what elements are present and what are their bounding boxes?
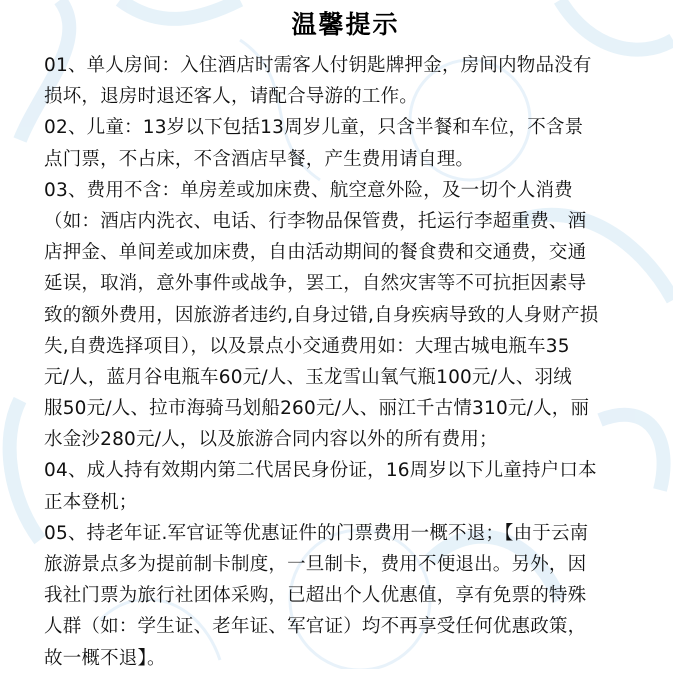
text-line: 故一概不退】。: [44, 647, 166, 669]
page-title: 温馨提示: [291, 10, 400, 39]
text-line: 01、单人房间：入住酒店时需客人付钥匙牌押金，房间内物品没有: [44, 55, 592, 76]
text-line: 05、持老年证.军官证等优惠证件的门票费用一概不退；【由于云南: [44, 522, 589, 544]
text-line: 人群（如：学生证、老年证、军官证）均不再享受任何优惠政策，: [44, 616, 587, 638]
text-line: 损坏，退房时退还客人，请配合导游的工作。: [44, 86, 419, 108]
text-line: 致的额外费用，因旅游者违约,自身过错,自身疾病导致的人身财产损: [44, 304, 599, 326]
text-line: 服50元/人、拉市海骑马划船260元/人、丽江千古情310元/人，丽: [44, 398, 590, 420]
text-line: 延误，取消，意外事件或战争，罢工，自然灾害等不可抗拒因素导: [44, 273, 587, 295]
text-line: 水金沙280元/人，以及旅游合同内容以外的所有费用；: [44, 429, 498, 451]
text-line: 03、费用不含：单房差或加床费、航空意外险，及一切个人消费: [44, 179, 573, 201]
text-line: 元/人，蓝月谷电瓶车60元/人、玉龙雪山氧气瓶100元/人、羽绒: [44, 366, 572, 388]
text-line: 我社门票为旅行社团体采购，已超出个人优惠值，享有免票的特殊: [44, 585, 587, 607]
text-line: （如：酒店内洗衣、电话、行李物品保管费，托运行李超重费、酒: [44, 210, 587, 232]
text-line: 04、成人持有效期内第二代居民身份证，16周岁以下儿童持户口本: [44, 460, 597, 482]
text-line: 正本登机；: [44, 491, 138, 513]
text-line: 旅游景点多为提前制卡制度，一旦制卡，费用不便退出。另外，因: [44, 554, 587, 575]
notice-body: [44, 50, 647, 674]
text-line: 02、儿童：13岁以下包括13周岁儿童，只含半餐和车位，不含景: [44, 117, 584, 139]
text-line: 点门票，不占床，不含酒店早餐，产生费用请自理。: [44, 148, 475, 170]
text-line: 失,自费选择项目），以及景点小交通费用如：大理古城电瓶车35: [44, 335, 570, 357]
text-line: 店押金、单间差或加床费，自由活动期间的餐食费和交通费，交通: [44, 242, 587, 264]
